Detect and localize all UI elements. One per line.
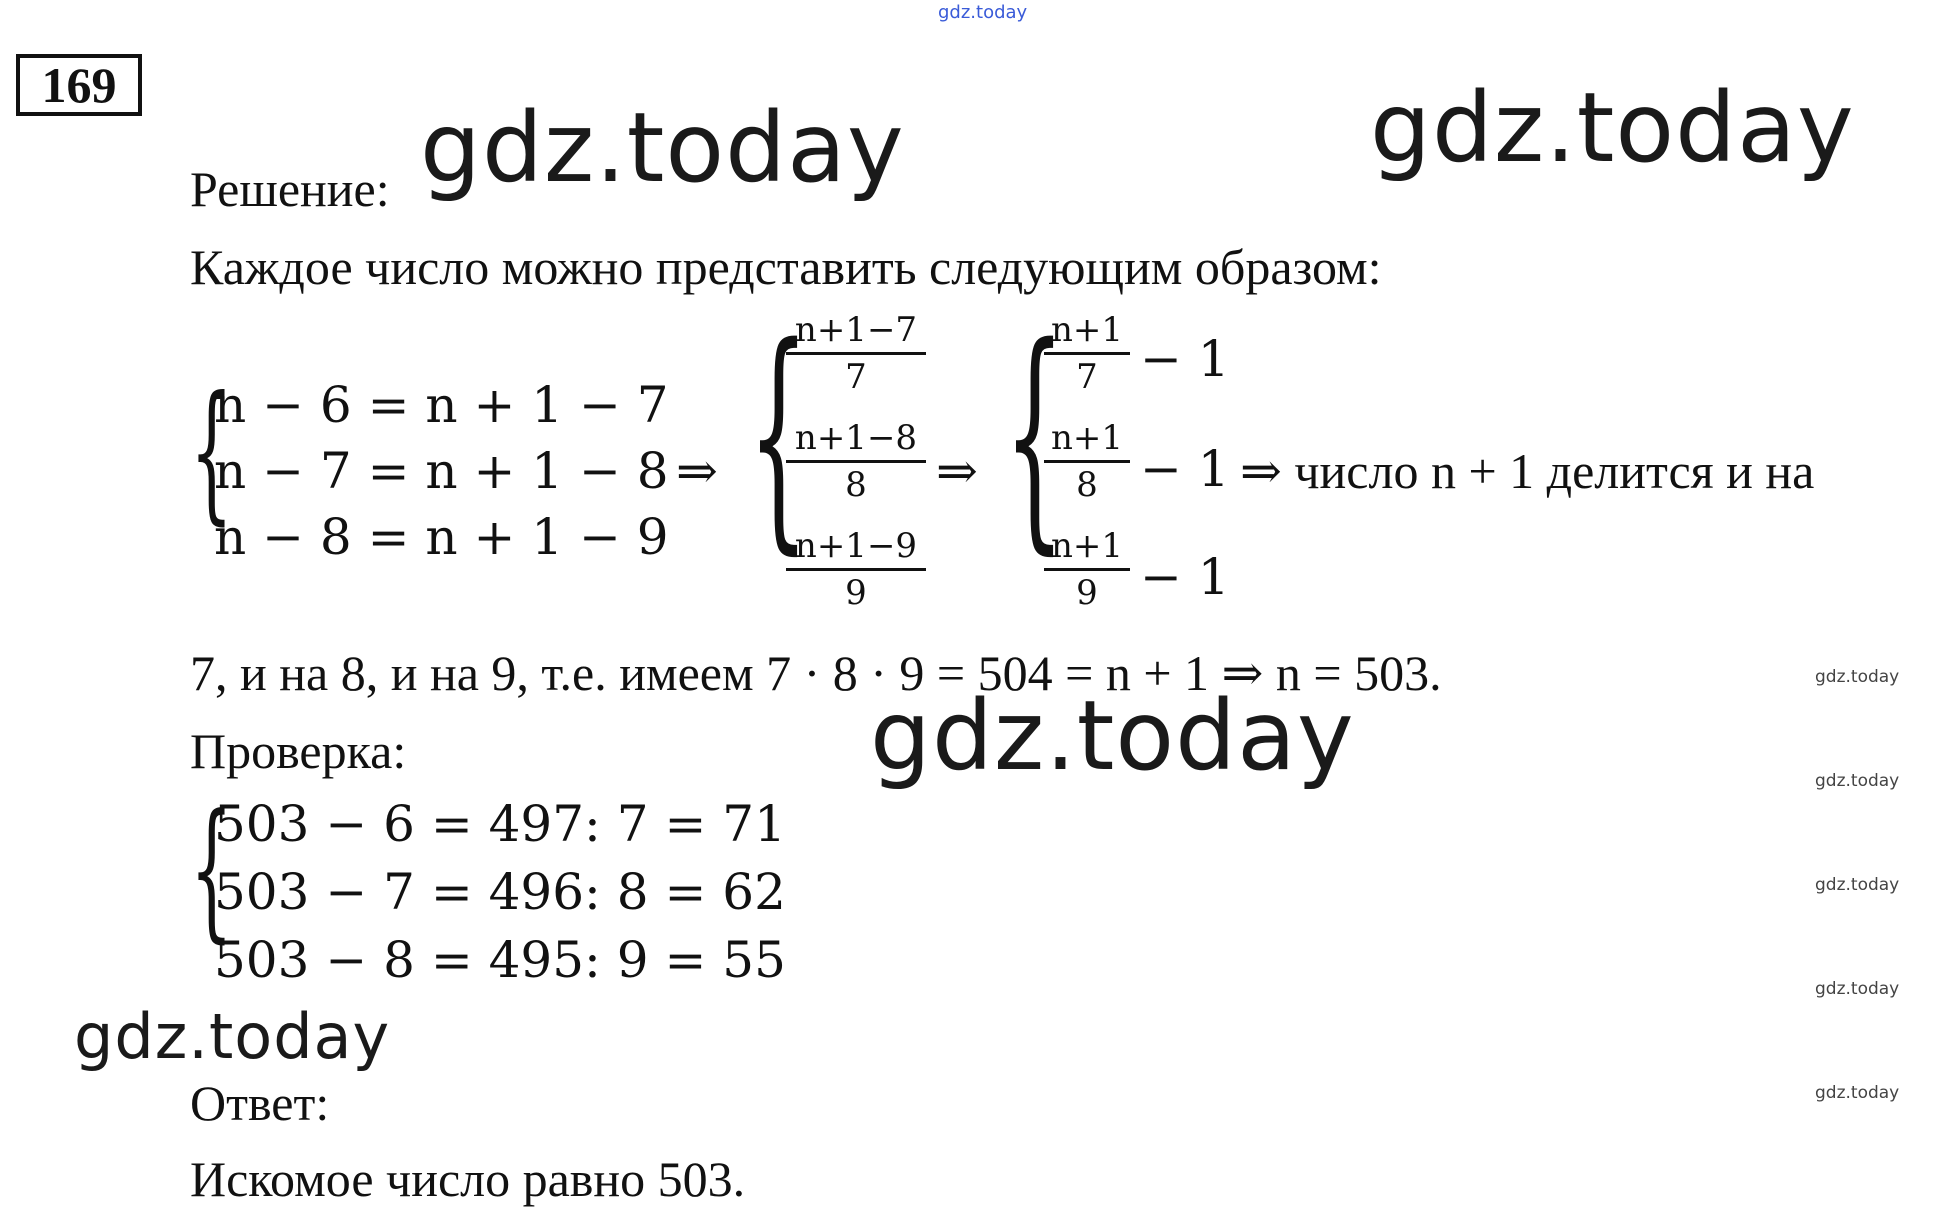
side-watermark-3: gdz.today: [1815, 875, 1900, 895]
system2-brace: {: [748, 295, 810, 575]
system1-line-3: n − 8 = n + 1 − 9: [214, 508, 669, 566]
fraction-1-den: 7: [845, 357, 867, 397]
system1-line-1: n − 6 = n + 1 − 7: [214, 376, 669, 434]
fraction-6-num: n+1: [1050, 526, 1124, 566]
solution-label: Решение:: [190, 161, 390, 217]
fraction-2: [786, 420, 926, 503]
problem-number: 169: [16, 54, 142, 116]
fraction-3-num: n+1−9: [794, 526, 918, 566]
fraction-4: [1044, 312, 1130, 395]
fraction-2-den: 8: [845, 465, 867, 505]
fraction-5-tail: − 1: [1140, 440, 1230, 498]
conclusion-line: 7, и на 8, и на 9, т.е. имеем 7 · 8 · 9 = 504 = n + 1 ⇒ n = 503.: [190, 645, 1442, 701]
answer-text: Искомое число равно 503.: [190, 1151, 746, 1207]
fraction-1: [786, 312, 926, 395]
watermark-large-1: gdz.today: [420, 92, 905, 204]
check-line-1: 503 − 6 = 497: 7 = 71: [214, 795, 786, 853]
check-label: Проверка:: [190, 723, 407, 779]
system1-brace: {: [190, 365, 233, 539]
check-line-3: 503 − 8 = 495: 9 = 55: [214, 931, 786, 989]
top-watermark: gdz.today: [938, 2, 1028, 23]
fraction-4-tail: − 1: [1140, 330, 1230, 388]
fraction-3-den: 9: [845, 573, 867, 613]
answer-label: Ответ:: [190, 1075, 330, 1131]
fraction-4-num: n+1: [1050, 310, 1124, 350]
check-system: [214, 790, 786, 994]
fraction-4-den: 7: [1076, 357, 1098, 397]
arrow-1: ⇒: [676, 442, 718, 500]
system1: [214, 372, 669, 570]
side-watermark-2: gdz.today: [1815, 771, 1900, 791]
fraction-3: [786, 528, 926, 611]
side-watermark-5: gdz.today: [1815, 1083, 1900, 1103]
watermark-large-2: gdz.today: [1370, 72, 1855, 184]
system3-brace: {: [1004, 295, 1066, 575]
check-line-2: 503 − 7 = 496: 8 = 62: [214, 863, 786, 921]
fraction-1-num: n+1−7: [794, 310, 918, 350]
fraction-5-den: 8: [1076, 465, 1098, 505]
fraction-5-num: n+1: [1050, 418, 1124, 458]
check-brace: {: [190, 783, 233, 957]
watermark-large-3: gdz.today: [870, 680, 1355, 792]
watermark-medium: gdz.today: [74, 1000, 391, 1073]
fraction-2-num: n+1−8: [794, 418, 918, 458]
side-watermark-1: gdz.today: [1815, 667, 1900, 687]
fraction-6-den: 9: [1076, 573, 1098, 613]
side-watermark-4: gdz.today: [1815, 979, 1900, 999]
fraction-6: [1044, 528, 1130, 611]
intro-text: Каждое число можно представить следующим образом:: [190, 239, 1382, 295]
conclusion-right: ⇒ число n + 1 делится и на: [1240, 443, 1815, 499]
fraction-5: [1044, 420, 1130, 503]
system1-line-2: n − 7 = n + 1 − 8: [214, 442, 669, 500]
arrow-2: ⇒: [936, 442, 978, 500]
fraction-6-tail: − 1: [1140, 548, 1230, 606]
